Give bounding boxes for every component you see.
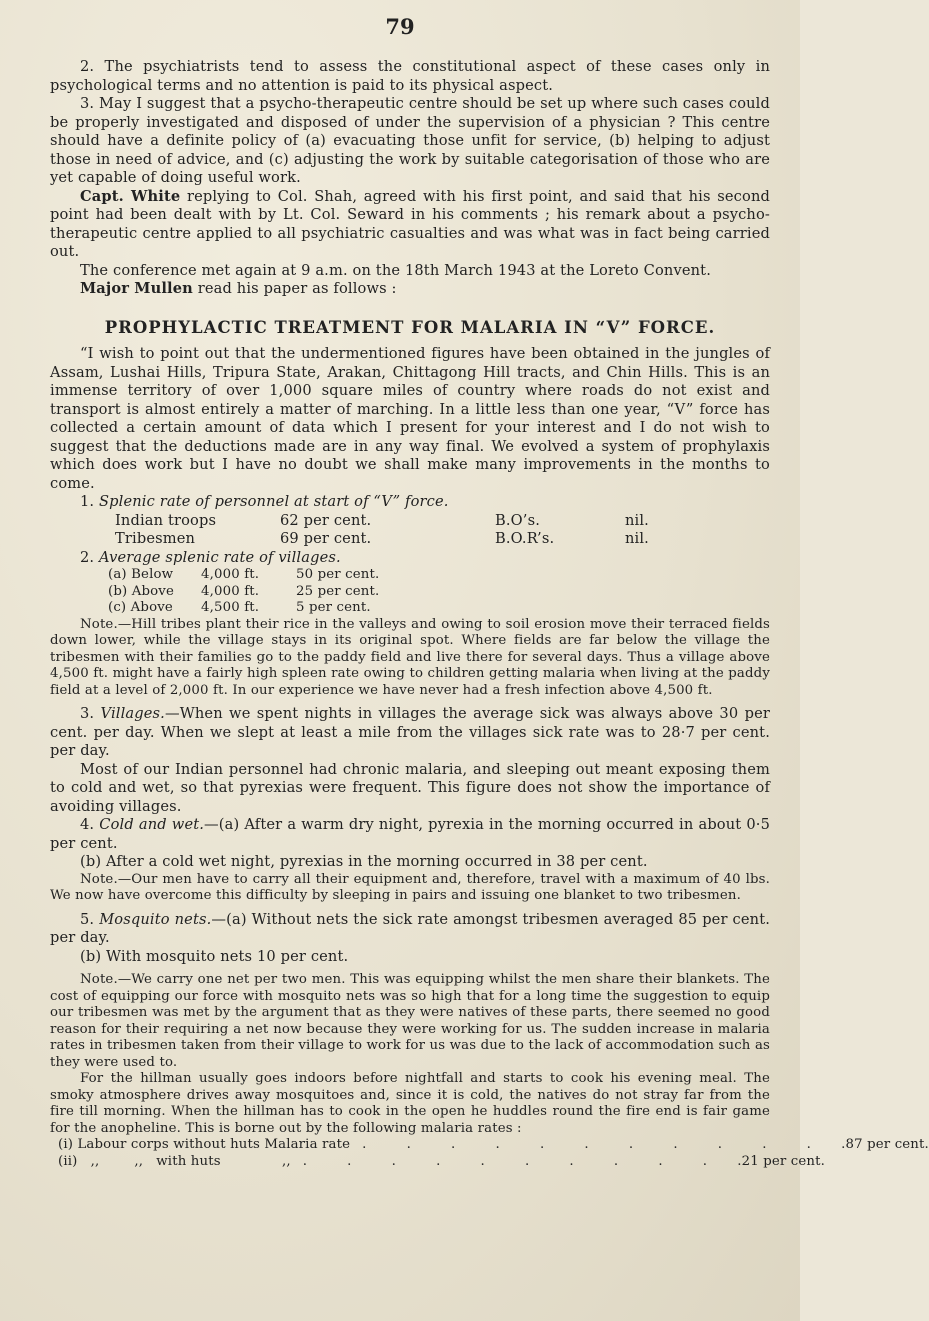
altitude-label: (c) Above <box>108 600 173 615</box>
section-3-paragraph-2: Most of our Indian personnel had chronic malaria, and sleeping out meant exposing them to cold and wet, so that pyrexias were frequent. This figure does not show the importance of avoiding villages. <box>50 760 770 815</box>
intro-paragraph-3: 3. May I suggest that a psycho-therapeutic centre should be set up where such cases could be properly investigated and disposed of under the supervision of a physician ? This centre should have a definite policy of (a) evacuating those unfit for service, (b) helping to adjust those in need of advice, and (c) adjusting the work by suitable categorisation of those who are yet capable of doing useful work. <box>50 95 770 186</box>
village-rate: 25 per cent. <box>296 583 380 599</box>
altitude-value: 4,000 ft. <box>201 583 260 599</box>
section-3-paragraph: 3. Villages.—When we spent nights in villages the average sick was always above 30 per cent. per day. When we slept at least a mile from the villages sick rate was to 28·7 per cent. per day. <box>50 705 771 759</box>
mullen-text: read his paper as follows : <box>192 280 397 297</box>
group-rate: nil. <box>625 511 649 529</box>
conference-line: The conference met again at 9 a.m. on the 18th March 1943 at the Loreto Convent. <box>80 261 711 279</box>
village-rate-row <box>50 567 770 584</box>
group-label: Tribesmen <box>115 530 196 547</box>
group-rate: nil. <box>625 530 649 547</box>
intro-paragraph-2: 2. The psychiatrists tend to assess the constitutional aspect of these cases only in psychological terms and no attention is paid to its physical aspect. <box>50 58 770 94</box>
splenic-row <box>50 512 770 531</box>
village-rate-row <box>50 600 770 617</box>
section-2-note: Note.—Hill tribes plant their rice in the valleys and owing to soil erosion move their terraced fields down lower, while the village stays in its original spot. Where fields are far below the village the tribesmen with their families go to the paddy field and live there for several days. Thus a village above 4,500 ft. might have a fairly high spleen rate owing to children getting malaria when living at the paddy field at a level of 2,000 ft. In our experience we have never had a fresh infection above 4,500 ft. <box>50 616 770 698</box>
section-5-paragraph: 5. Mosquito nets.—(a) Without nets the sick rate amongst tribesmen averaged 85 per cent. per day. <box>50 910 771 946</box>
group-label: Indian troops <box>115 511 217 529</box>
mullen-line <box>50 280 770 299</box>
section-4-note: Note.—Our men have to carry all their equipment and, therefore, travel with a maximum of 40 lbs. We now have overcome this difficulty by sleeping in pairs and issuing one blanket to two tribesmen. <box>50 871 770 903</box>
page-body <box>50 58 929 1170</box>
section-4-paragraph: 4. Cold and wet.—(a) After a warm dry night, pyrexia in the morning occurred in about 0·5 per cent. <box>50 816 771 852</box>
rate-value: .21 per cent. <box>737 1153 826 1169</box>
group-rate: 69 per cent. <box>280 530 372 547</box>
section-5-paragraph-2: For the hillman usually goes indoors before nightfall and starts to cook his evening meal. The smoky atmosphere drives away mosquitoes and, since it is cold, the natives do not stray far from the fire till morning. When the hillman has to cook in the open he huddles round the fire end is fair game for the anopheline. This is borne out by the following malaria rates : <box>50 1071 770 1136</box>
village-rate: 50 per cent. <box>296 567 380 582</box>
group-label: B.O.R’s. <box>495 530 555 547</box>
altitude-value: 4,000 ft. <box>201 567 260 582</box>
speaker-name: Capt. White <box>80 187 181 205</box>
leader-dots: . . . . . . . . . . <box>302 1153 726 1169</box>
village-rate: 5 per cent. <box>296 600 371 615</box>
group-label: B.O’s. <box>495 511 540 529</box>
rate-label: (ii) ,, ,, with huts ,, <box>58 1153 291 1169</box>
malaria-rate-row <box>50 1153 826 1171</box>
rate-value: .87 per cent. <box>841 1137 929 1152</box>
section-1-title: 1. Splenic rate of personnel at start of “V” force. <box>80 493 449 510</box>
section-2-title: 2. Average splenic rate of villages. <box>80 548 341 566</box>
paper-heading: PROPHYLACTIC TREATMENT FOR MALARIA IN “V” FORCE. <box>104 317 716 337</box>
rate-label: (i) Labour corps without huts Malaria rate <box>58 1137 351 1152</box>
speaker-name: Major Mullen <box>80 280 193 297</box>
altitude-value: 4,500 ft. <box>201 600 260 615</box>
white-reply-paragraph <box>50 188 770 262</box>
altitude-label: (a) Below <box>108 567 174 582</box>
altitude-label: (b) Above <box>108 583 174 599</box>
section-4-paragraph-b: (b) After a cold wet night, pyrexias in the morning occurred in 38 per cent. <box>80 853 648 870</box>
reply-text: replying to Col. Shah, agreed with his first point, and said that his second point had been dealt with by Lt. Col. Seward in his comments ; his remark about a psycho-therapeutic centre applied to all psychiatric casualties and was what was in fact being carried out. <box>50 187 770 260</box>
group-rate: 62 per cent. <box>280 511 372 529</box>
section-5-note: Note.—We carry one net per two men. This was equipping whilst the men share their blankets. The cost of equipping our force with mosquito nets was so high that for a long time the suggestion to equip our tribesmen was met by the argument that as they were natives of these parts, there seemed no good reason for their requiring a net now because they were working for us. The sudden increase in malaria rates in tribesmen taken from their village to work for us was due to the lack of accommodation such as they were used to. <box>50 972 770 1070</box>
village-rate-row <box>50 584 770 601</box>
leader-dots: . . . . . . . . . . . <box>362 1137 829 1152</box>
section-5-paragraph-b: (b) With mosquito nets 10 per cent. <box>80 947 349 965</box>
splenic-row <box>50 530 770 549</box>
opening-paragraph: “I wish to point out that the undermentioned figures have been obtained in the jungles of Assam, Lushai Hills, Tripura State, Arakan, Chittagong Hill tracts, and Chin Hills. This is an immense territory of over 1,000 square miles of country where roads do not exist and transport is almost entirely a matter of marching. In a little less than one year, “V” force has collected a certain amount of data which I present for your interest and I do not wish to suggest that the deductions made are in any way final. We evolved a system of prophylaxis which does work but I have no doubt we shall make many improvements in the months to come. <box>50 345 770 492</box>
malaria-rate-row <box>50 1137 929 1154</box>
page-number: 79 <box>385 14 415 39</box>
